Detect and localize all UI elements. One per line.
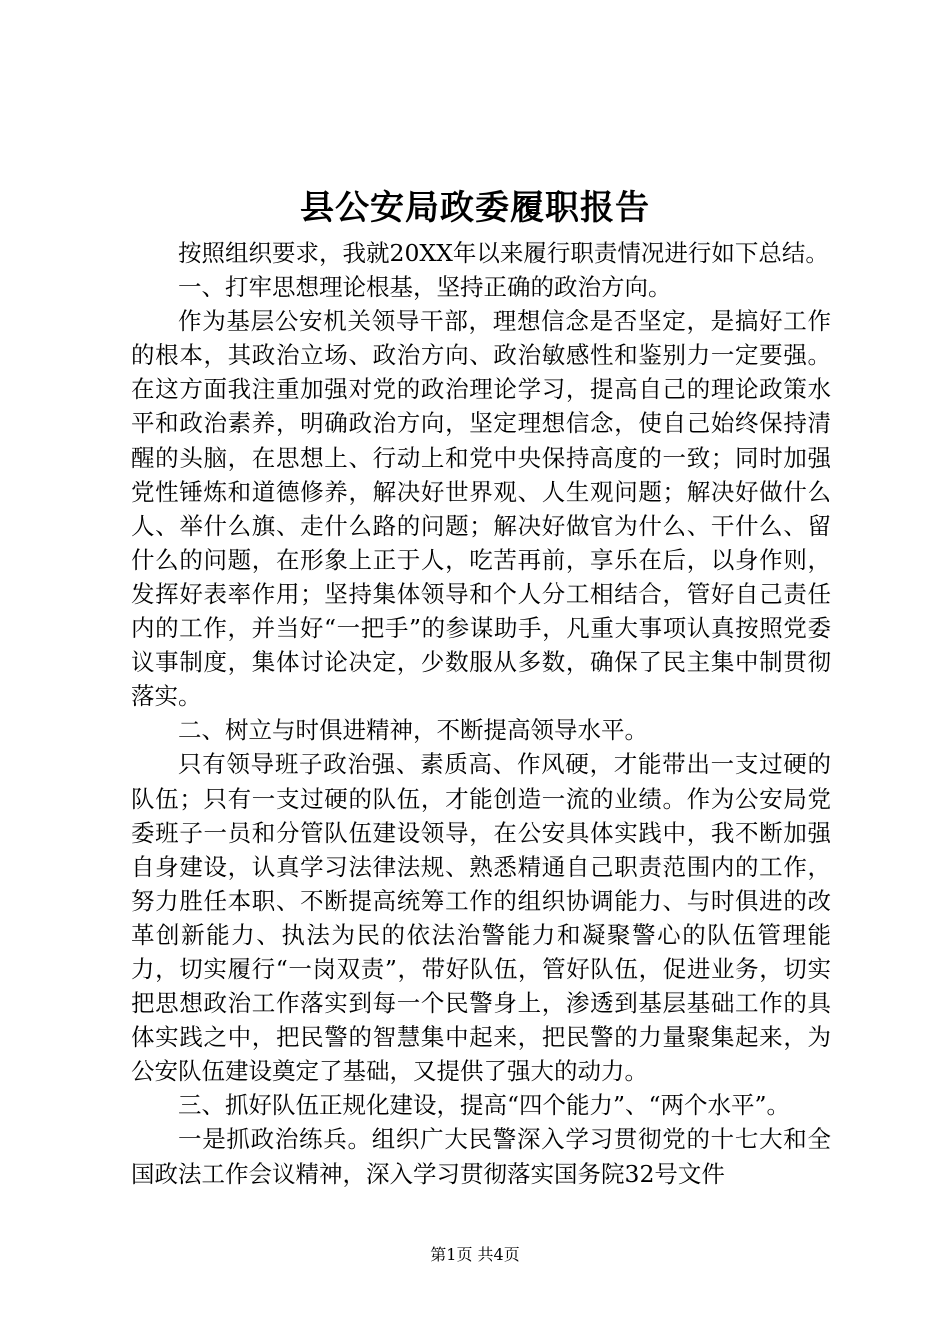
paragraph-section-1: 作为基层公安机关领导干部，理想信念是否坚定，是搞好工作的根本，其政治立场、政治方向、政治敏感性和鉴别力一定要强。在这方面我注重加强对党的政治理论学习，提高自己的理论政策水平和政治素养，明确政治方向，坚定理想信念，使自己始终保持清醒的头脑，在思想上、行动上和党中央保持高度的一致；同时加强党性锤炼和道德修养，解决好世界观、人生观问题；解决好做什么人、举什么旗、走什么路的问题；解决好做官为什么、干什么、留什么的问题，在形象上正于人，吃苦再前，享乐在后，以身作则，发挥好表率作用；坚持集体领导和个人分工相结合，管好自己责任内的工作，并当好“一把手”的参谋助手，凡重大事项认真按照党委议事制度，集体讨论决定，少数服从多数，确保了民主集中制贯彻落实。 xyxy=(131,307,831,711)
paragraph-intro: 按照组织要求，我就20XX年以来履行职责情况进行如下总结。 xyxy=(178,239,829,267)
document-title: 县公安局政委履职报告 xyxy=(300,188,650,228)
section-heading-2: 二、树立与时俱进精神，不断提高领导水平。 xyxy=(178,716,648,745)
section-heading-3: 三、抓好队伍正规化建设，提高“四个能力”、“两个水平”。 xyxy=(178,1091,791,1120)
page-number-footer: 第1页 共4页 xyxy=(430,1245,520,1264)
paragraph-section-3: 一是抓政治练兵。组织广大民警深入学习贯彻党的十七大和全国政法工作会议精神，深入学习贯彻落实国务院32号文件 xyxy=(131,1125,831,1188)
paragraph-section-2: 只有领导班子政治强、素质高、作风硬，才能带出一支过硬的队伍；只有一支过硬的队伍，才能创造一流的业绩。作为公安局党委班子一员和分管队伍建设领导，在公安具体实践中，我不断加强自身建设，认真学习法律法规、熟悉精通自己职责范围内的工作，努力胜任本职、不断提高统筹工作的组织协调能力、与时俱进的改革创新能力、执法为民的依法治警能力和凝聚警心的队伍管理能力，切实履行“一岗双责”，带好队伍，管好队伍，促进业务，切实把思想政治工作落实到每一个民警身上，渗透到基层基础工作的具体实践之中，把民警的智慧集中起来，把民警的力量聚集起来，为公安队伍建设奠定了基础，又提供了强大的动力。 xyxy=(131,750,831,1086)
section-heading-1: 一、打牢思想理论根基，坚持正确的政治方向。 xyxy=(178,273,672,302)
document-body xyxy=(131,236,831,1191)
